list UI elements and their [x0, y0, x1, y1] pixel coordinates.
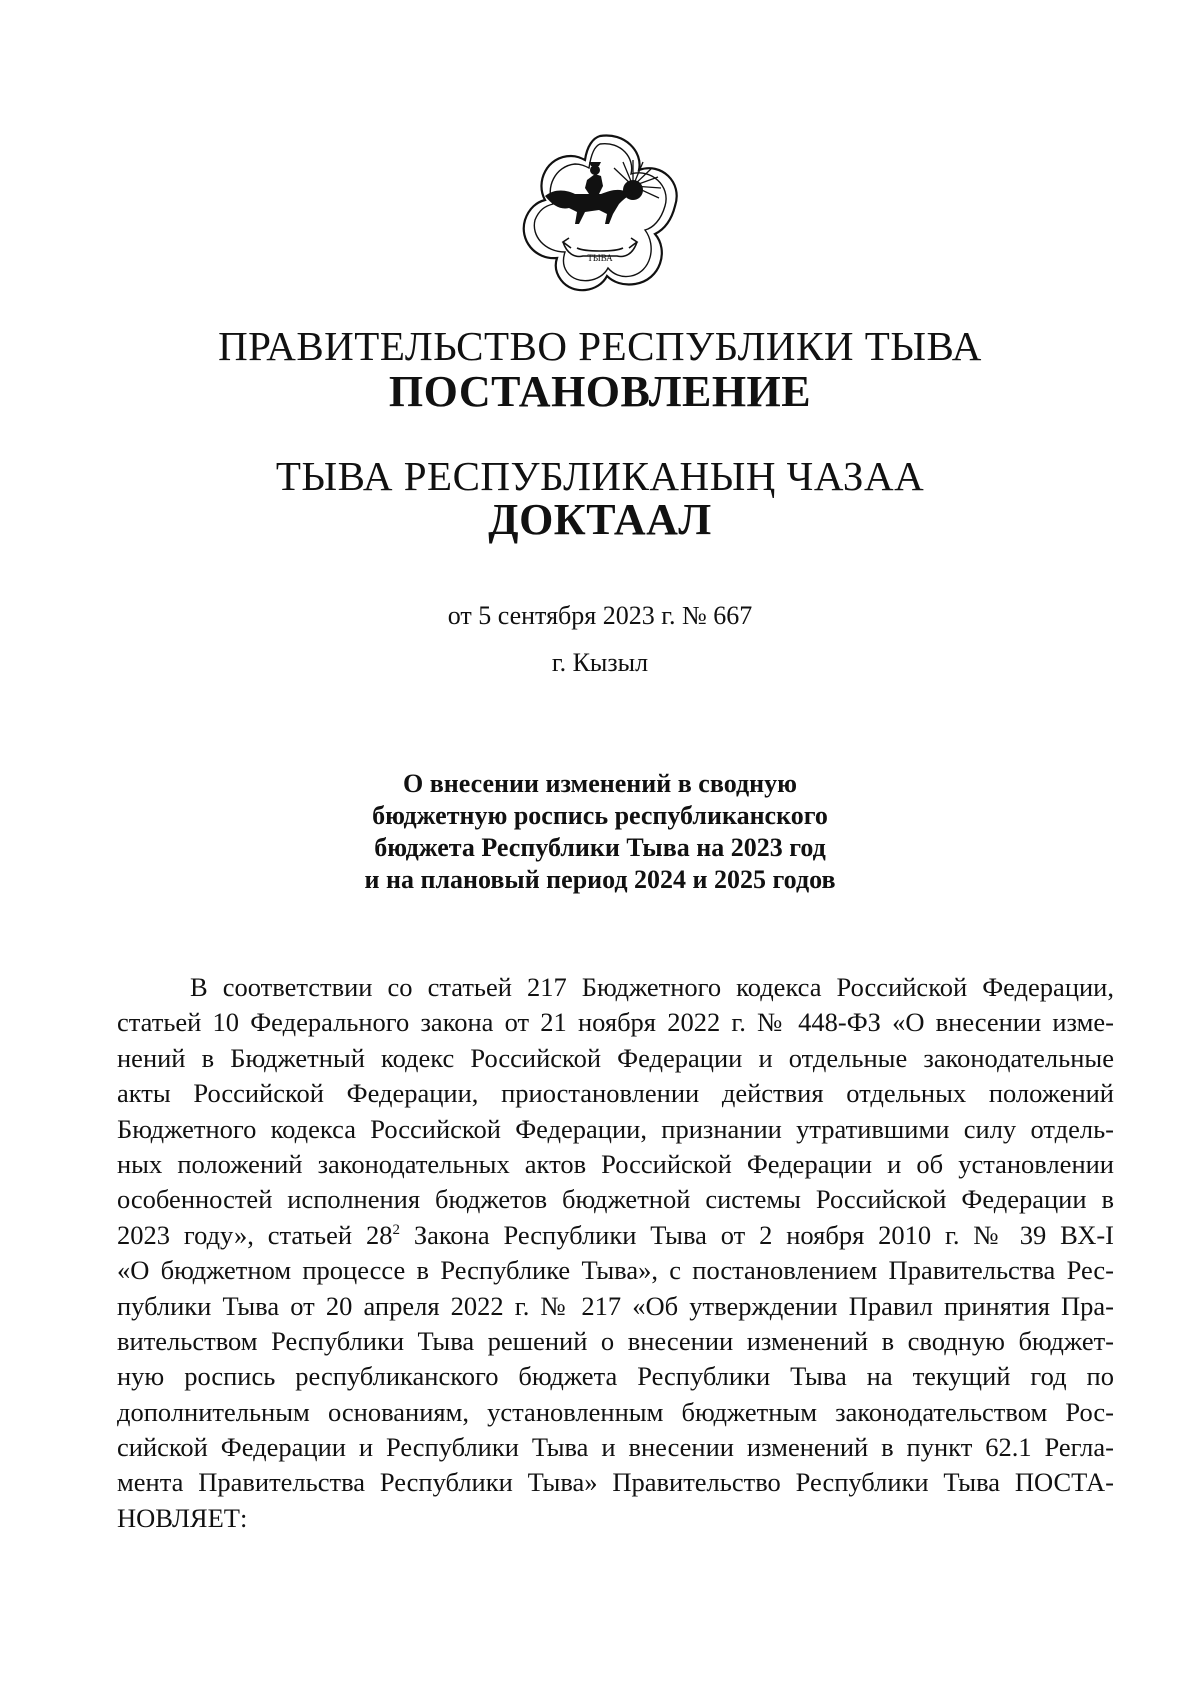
decree-subject: [0, 768, 1200, 896]
subject-line: бюджета Республики Тыва на 2023 год: [374, 833, 826, 862]
decree-city: г. Кызыл: [551, 648, 649, 677]
subject-line: О внесении изменений в сводную: [403, 769, 797, 798]
body-line: «О бюджетном процессе в Республике Тыва», с постановлением Правительства Рес-: [117, 1255, 1114, 1286]
tyva-emblem-icon: [515, 130, 685, 298]
body-line: сийской Федерации и Республики Тыва и внесении изменений в пункт 62.1 Регла-: [117, 1432, 1114, 1463]
decree-body: [117, 970, 1114, 1536]
decree-date-number: от 5 сентября 2023 г. № 667: [447, 601, 753, 630]
body-line: ную роспись республиканского бюджета Республики Тыва на текущий год по: [117, 1361, 1114, 1392]
body-line-with-superscript: [117, 1218, 1114, 1253]
body-line: НОВЛЯЕТ:: [117, 1502, 248, 1533]
body-line: нений в Бюджетный кодекс Российской Федерации и отдельные законодательные: [117, 1042, 1114, 1073]
government-name-tyvan: ТЫВА РЕСПУБЛИКАНЫҢ ЧАЗАА: [275, 453, 925, 499]
body-line: В соответствии со статьей 217 Бюджетного кодекса Российской Федерации,: [190, 972, 1114, 1002]
government-name: ПРАВИТЕЛЬСТВО РЕСПУБЛИКИ ТЫВА: [218, 323, 982, 369]
body-line-part: 2023 году», статьей 28: [117, 1219, 393, 1250]
decree-type: ПОСТАНОВЛЕНИЕ: [388, 367, 812, 416]
body-line: публики Тыва от 20 апреля 2022 г. № 217 «Об утверждении Правил принятия Пра-: [117, 1290, 1114, 1321]
svg-text:ТЫВА: ТЫВА: [587, 253, 613, 263]
subject-line: бюджетную роспись республиканского: [372, 801, 828, 830]
body-line: акты Российской Федерации, приостановлении действия отдельных положений: [117, 1078, 1114, 1109]
superscript-number: 2: [392, 1221, 400, 1238]
decree-type-tyvan: ДОКТААЛ: [488, 495, 712, 544]
body-line: Бюджетного кодекса Российской Федерации, признании утратившими силу отдель-: [117, 1113, 1114, 1144]
body-line: статьей 10 Федерального закона от 21 ноября 2022 г. № 448-ФЗ «О внесении изме-: [117, 1007, 1114, 1038]
body-line: вительством Республики Тыва решений о внесении изменений в сводную бюджет-: [117, 1325, 1114, 1356]
body-line-part: Закона Республики Тыва от 2 ноября 2010 г. № 39 ВХ-I: [399, 1219, 1114, 1250]
body-line: мента Правительства Республики Тыва» Правительство Республики Тыва ПОСТА-: [117, 1467, 1114, 1498]
body-line: дополнительным основаниям, установленным бюджетным законодательством Рос-: [117, 1396, 1114, 1427]
body-line: особенностей исполнения бюджетов бюджетной системы Российской Федерации в: [117, 1184, 1114, 1215]
body-line: ных положений законодательных актов Российской Федерации и об установлении: [117, 1148, 1114, 1179]
subject-line: и на плановый период 2024 и 2025 годов: [364, 865, 836, 894]
